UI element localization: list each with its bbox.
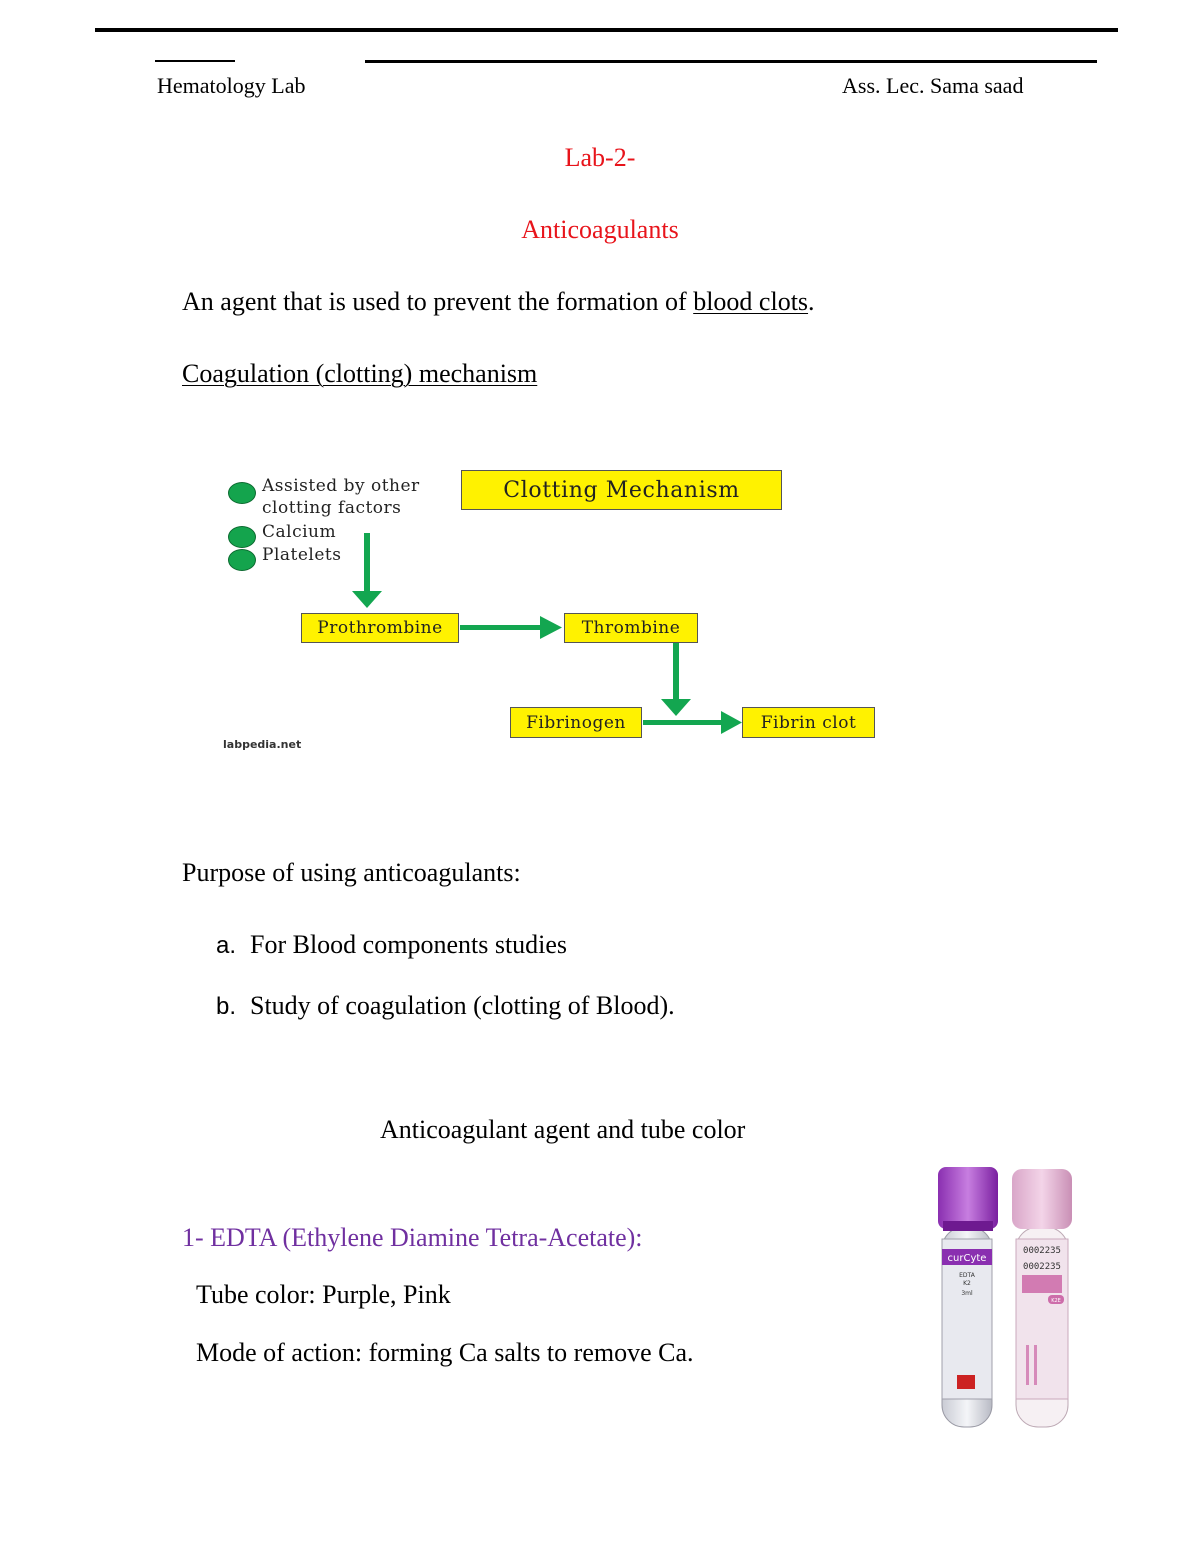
factor-label: Assisted by other	[262, 476, 420, 496]
pink-cap	[1012, 1169, 1072, 1229]
edta-tubes-image	[930, 1165, 1080, 1435]
edta-mode-of-action: Mode of action: forming Ca salts to remove Ca.	[196, 1338, 694, 1367]
list-item	[216, 930, 567, 960]
purple-cap	[938, 1167, 998, 1229]
figure-title: Clotting Mechanism	[461, 470, 782, 510]
blood-clots-link: blood clots	[693, 287, 809, 316]
figure-credit: labpedia.net	[223, 738, 302, 751]
list-item	[216, 991, 675, 1021]
svg-text:3ml: 3ml	[961, 1290, 973, 1297]
tubes-svg	[930, 1165, 1080, 1435]
header-lecturer: Ass. Lec. Sama saad	[842, 73, 1024, 98]
svg-text:0002235: 0002235	[1023, 1262, 1061, 1272]
arrow-shaft	[673, 643, 679, 701]
list-item-text: For Blood components studies	[250, 930, 568, 959]
definition-paragraph	[182, 287, 815, 317]
arrow-head	[540, 616, 562, 639]
arrow-shaft	[364, 533, 370, 593]
edta-heading: 1- EDTA (Ethylene Diamine Tetra-Acetate):	[182, 1223, 643, 1252]
factor-label: Platelets	[262, 545, 342, 565]
clotting-mechanism-figure	[212, 455, 882, 760]
node-fibrinogen: Fibrinogen	[510, 707, 642, 738]
edta-tube-color: Tube color: Purple, Pink	[196, 1280, 451, 1309]
mechanism-heading: Coagulation (clotting) mechanism	[182, 359, 538, 388]
section-heading: Anticoagulant agent and tube color	[380, 1115, 746, 1144]
header-rule-long	[365, 60, 1097, 63]
svg-text:K2E: K2E	[1051, 1298, 1061, 1304]
arrow-head	[721, 711, 742, 734]
list-item-text: Study of coagulation (clotting of Blood).	[250, 991, 675, 1020]
list-marker: b.	[216, 993, 237, 1020]
tube-brand-label: curCyte	[947, 1253, 987, 1264]
svg-text:K2: K2	[963, 1280, 971, 1287]
factor-label: Calcium	[262, 522, 337, 542]
node-thrombine: Thrombine	[564, 613, 698, 643]
arrow-head	[352, 591, 382, 608]
node-prothrombine: Prothrombine	[301, 613, 459, 643]
page-title: Anticoagulants	[521, 215, 679, 244]
arrow-shaft	[643, 720, 723, 725]
arrow-shaft	[460, 625, 542, 630]
definition-text: An agent that is used to prevent the formation of	[182, 287, 694, 316]
svg-text:EDTA: EDTA	[959, 1272, 975, 1279]
lab-number: Lab-2-	[564, 143, 636, 172]
logo-mark	[957, 1375, 975, 1389]
list-marker: a.	[216, 932, 237, 959]
svg-text:0002235: 0002235	[1023, 1246, 1061, 1256]
purpose-heading: Purpose of using anticoagulants:	[182, 858, 521, 887]
top-rule	[95, 28, 1118, 32]
header-course: Hematology Lab	[157, 73, 306, 98]
definition-period: .	[808, 287, 815, 316]
arrow-head	[661, 699, 691, 716]
node-fibrin-clot: Fibrin clot	[742, 707, 875, 738]
factor-label: clotting factors	[262, 498, 402, 518]
header-rule-short	[155, 60, 235, 62]
